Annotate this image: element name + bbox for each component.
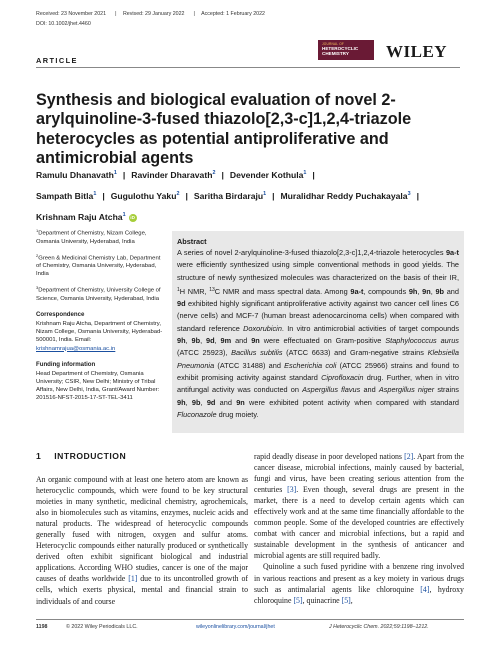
text-run: (ATCC 31488) and	[214, 360, 285, 370]
affiliations	[36, 227, 166, 303]
compound-label: 9b	[191, 397, 201, 407]
affiliation-text: Green & Medicinal Chemistry Lab, Department of Chemistry, Osmania University, Hyderabad, India	[36, 255, 161, 278]
header-divider	[36, 67, 460, 68]
text-run: ,	[214, 336, 221, 346]
compound-label: 9a-t	[445, 248, 459, 257]
citation-link[interactable]: [3]	[287, 485, 297, 495]
correspondence-text	[36, 320, 166, 352]
isotope-superscript: 13	[209, 286, 215, 293]
italic-term: Aspergillus niger	[378, 385, 435, 395]
author-affiliation-marker: 1	[122, 212, 126, 218]
author-name[interactable]: Sampath Bitla	[36, 191, 94, 201]
compound-label: 9b	[435, 286, 445, 296]
affiliation-marker: 2	[36, 252, 39, 258]
text-run: , compounds	[363, 286, 409, 296]
publication-history	[36, 11, 274, 17]
author-list	[36, 164, 466, 227]
text-run: drug moiety.	[216, 409, 259, 419]
compound-label: 9n	[422, 286, 431, 296]
abstract-box	[172, 231, 464, 433]
footer-divider	[36, 619, 464, 620]
section-number: 1	[36, 451, 42, 461]
text-run: . In vitro antimicrobial activities of target compounds	[281, 323, 459, 333]
italic-term: Ciprofloxacin	[321, 372, 364, 382]
history-separator: |	[115, 11, 117, 17]
author-name[interactable]: Devender Kothula	[229, 170, 304, 180]
text-run: H NMR,	[179, 286, 210, 296]
author-affiliation-marker: 1	[93, 191, 97, 197]
section-heading-introduction	[36, 451, 126, 461]
doi[interactable]: DOI: 10.1002/jhet.4460	[36, 21, 91, 27]
author-affiliation-marker: 1	[113, 170, 117, 176]
text-run: (ATCC 6633) and Gram-negative strains	[282, 348, 428, 358]
text-run: . Apart from the cancer disease, microbial infections, mainly caused by bacterial, fungi and virus, have been creating serious attention from the centuries	[254, 452, 464, 495]
affiliation-marker: 1	[36, 228, 39, 233]
italic-term: Escherichia coli	[284, 360, 337, 370]
journal-name-part-1: HETEROCYCLIC	[322, 46, 359, 51]
compound-label: 9h	[177, 336, 186, 346]
paragraph	[36, 474, 248, 607]
section-title: INTRODUCTION	[54, 451, 127, 461]
author-separator: |	[221, 170, 224, 180]
text-run: and	[444, 286, 459, 296]
abstract-heading: Abstract	[177, 237, 207, 246]
text-run: Quinoline a such fused pyridine with a benzene ring involved in various reactions and present as a key moiety in various drugs such as antimalarial agents like chloroquine	[254, 562, 464, 594]
compound-label: 9h	[177, 397, 186, 407]
author-separator: |	[102, 191, 105, 201]
author[interactable]	[281, 191, 411, 201]
text-run: , quinacrine	[302, 595, 342, 605]
text-run: , hydroxy chloroquine	[254, 584, 464, 605]
article-sidebar	[36, 227, 166, 408]
author-name[interactable]: Gugulothu Yaku	[110, 191, 177, 201]
author-name[interactable]: Muralidhar Reddy Puchakayala	[280, 191, 408, 201]
revised-date: Revised: 29 January 2022	[122, 11, 185, 17]
text-run: strains	[434, 385, 459, 395]
author-affiliation-marker: 3	[407, 191, 411, 197]
citation-link[interactable]: [1]	[128, 574, 138, 584]
author-affiliation-marker: 1	[263, 191, 267, 197]
author-name[interactable]: Krishnam Raju Atcha	[36, 212, 123, 222]
author[interactable]	[36, 170, 117, 180]
compound-label: 9b	[191, 336, 201, 346]
text-run: (ATCC 25966) strains and found to exhibit promising activity against standard	[177, 360, 460, 382]
journal-citation: J Heterocyclic Chem. 2022;59:1198–1212.	[329, 624, 429, 630]
text-run: were efficiently synthesized using simple conventional methods in good yields. The structure of newly synthesized molecules was characterized on the basis of their IR,	[177, 260, 459, 282]
author-name[interactable]: Ramulu Dhanavath	[36, 170, 114, 180]
text-run: rapid deadly disease in poor developed nations	[254, 452, 405, 461]
text-run: (ATCC 25923),	[177, 348, 232, 358]
text-run: C NMR and mass spectral data. Among	[214, 286, 351, 296]
text-run: A series of novel 2-arylquinoline-3-fused thiazolo[2,3-c]1,2,4-triazole heterocycles	[177, 248, 446, 257]
italic-term: Aspergillus flavus	[302, 385, 361, 395]
abstract-text	[177, 247, 459, 421]
orcid-icon[interactable]: iD	[130, 215, 135, 220]
citation-link[interactable]: [5]	[341, 595, 351, 605]
journal-logo-line-2	[322, 46, 358, 56]
italic-term: Klebsiella Pneumonia	[177, 348, 459, 370]
author-affiliation-marker: 2	[212, 170, 216, 176]
affiliation-text: Department of Chemistry, University College of Science, Osmania University, Hyderabad, India	[36, 287, 161, 303]
citation-link[interactable]: [5]	[293, 595, 303, 605]
intro-column-right	[254, 451, 464, 606]
affiliation	[36, 252, 166, 279]
text-run: drug. Further, when in vitro antifungal activity was conducted on	[177, 372, 459, 395]
text-run: and	[360, 385, 379, 395]
isotope-superscript: 1	[177, 286, 180, 293]
paragraph	[254, 451, 464, 561]
compound-label: 9d	[177, 299, 186, 309]
journal-logo[interactable]	[318, 40, 374, 60]
citation-link[interactable]: [2]	[404, 452, 414, 461]
affiliation	[36, 284, 166, 303]
compound-label: 9h	[408, 286, 418, 296]
text-run: ,	[430, 286, 436, 296]
funding-heading: Funding information	[36, 360, 96, 368]
author-separator: |	[185, 191, 188, 201]
text-run: ,	[200, 397, 207, 407]
author-separator: |	[416, 191, 419, 201]
text-run: and	[215, 397, 237, 407]
paragraph	[254, 561, 464, 605]
author-affiliation-marker: 2	[176, 191, 180, 197]
text-run: and	[231, 336, 252, 346]
author[interactable]	[111, 191, 180, 201]
text-run: ,	[200, 336, 207, 346]
author[interactable]	[230, 170, 307, 180]
author[interactable]	[131, 170, 215, 180]
correspondence-email-link[interactable]: krishnamrajua@osmania.ac.in	[36, 345, 116, 352]
text-run: ,	[185, 336, 192, 346]
accepted-date: Accepted: 1 February 2022	[201, 11, 265, 17]
italic-term: Doxorubicin	[243, 323, 282, 333]
text-run: . Even though, several drugs are present in the market, there is a need to develop certain agents which can effectively work and at the same time financially affordable to the common people. Some of the developed countries are effectively combat with cancer and microbial infections, but a rapid and sustainable development in the synthesis of anticancer and microbial agents are still required badly.	[254, 485, 464, 561]
compound-label: 9d	[206, 336, 215, 346]
text-run: were effectuated on Gram-positive	[259, 336, 386, 346]
citation-link[interactable]: [4]	[420, 584, 430, 594]
publisher-logo[interactable]: WILEY	[386, 42, 448, 61]
compound-label: 9m	[220, 336, 232, 346]
author-separator: |	[122, 170, 126, 180]
italic-term: Bacillus subtilis	[231, 348, 283, 358]
email-label: Email:	[74, 337, 92, 344]
compound-label: 9d	[206, 397, 216, 407]
journal-logo-line-1: JOURNAL OF	[322, 42, 345, 46]
correspondence-heading: Correspondence	[36, 311, 85, 319]
article-title: Synthesis and biological evaluation of novel 2-arylquinoline-3-fused thiazolo[2,3-c]1,2,4-triazole heterocycles as potential antiproliferative and antimicrobial agents	[36, 91, 412, 167]
author-name[interactable]: Ravinder Dharavath	[131, 170, 213, 180]
affiliation-text: Department of Chemistry, Nizam College, Osmania University, Hyderabad, India	[36, 230, 147, 245]
italic-term: Staphylococcus aurus	[385, 336, 459, 346]
text-run: were exhibited potent activity when compared with standard	[244, 397, 459, 407]
author-separator: |	[272, 191, 275, 201]
author[interactable]	[36, 191, 96, 201]
text-run: due to its uncontrolled growth of cells, which exerts physical, mental and financial strain to individuals of and course	[36, 574, 248, 606]
journal-url-link[interactable]: wileyonlinelibrary.com/journal/jhet	[196, 624, 275, 630]
copyright: © 2022 Wiley Periodicals LLC.	[66, 624, 138, 630]
page-number: 1198	[36, 624, 48, 630]
funding-text: Head Department of Chemistry, Osmania University; CSIR, New Delhi; Ministry of Tribal Affairs, New Delhi, India, Grant/Award Number: 201516-NFST-2015-17-ST-TEL-3411	[36, 370, 160, 401]
author-separator: |	[312, 170, 315, 180]
compound-label: 9n	[236, 397, 245, 407]
text-run: ,	[350, 595, 353, 605]
affiliation-marker: 3	[36, 285, 39, 291]
author[interactable]	[194, 191, 266, 201]
intro-column-left	[36, 474, 248, 607]
journal-name-part-2: CHEMISTRY	[322, 51, 349, 56]
author-name[interactable]: Saritha Birdaraju	[193, 191, 264, 201]
article-type: ARTICLE	[36, 56, 78, 65]
text-run: ,	[417, 286, 423, 296]
author-affiliation-marker: 1	[303, 170, 307, 176]
compound-label: 9n	[251, 336, 260, 346]
text-run: An organic compound with at least one hetero atom are known as heterocyclic compounds, which were found to be key structural moieties in many synthetic, medicinal chemistry, agrochemicals, also in biomolecules such as vitamins, enzymes, nucleic acids and natural products. The widespread of heterocyclic compounds generally fused with nitrogen, oxygen and sulfur atoms. Heterocyclic compounds either naturally produced or synthetically derived often exhibit significant biological and industrial applications. According WHO studies, cancer is one of the major causes of deaths worldwide	[36, 475, 248, 584]
received-date: Received: 23 November 2021	[36, 11, 107, 17]
affiliation	[36, 227, 166, 246]
italic-term: Fluconazole	[177, 409, 217, 419]
compound-label: 9a-t	[350, 286, 364, 296]
text-run: exhibited highly significant antiproliferative activity against two cancer cell lines C6 (nerve cells) and MCF-7 (human breast adenocarcinoma cells) when compared with standard reference	[177, 299, 459, 333]
history-separator: |	[193, 11, 195, 17]
correspondence-address: Krishnam Raju Atcha, Department of Chemistry, Nizam College, Osmania University, Hyderabad-500001, India.	[36, 321, 163, 344]
author[interactable]	[36, 212, 137, 222]
text-run: ,	[185, 397, 192, 407]
